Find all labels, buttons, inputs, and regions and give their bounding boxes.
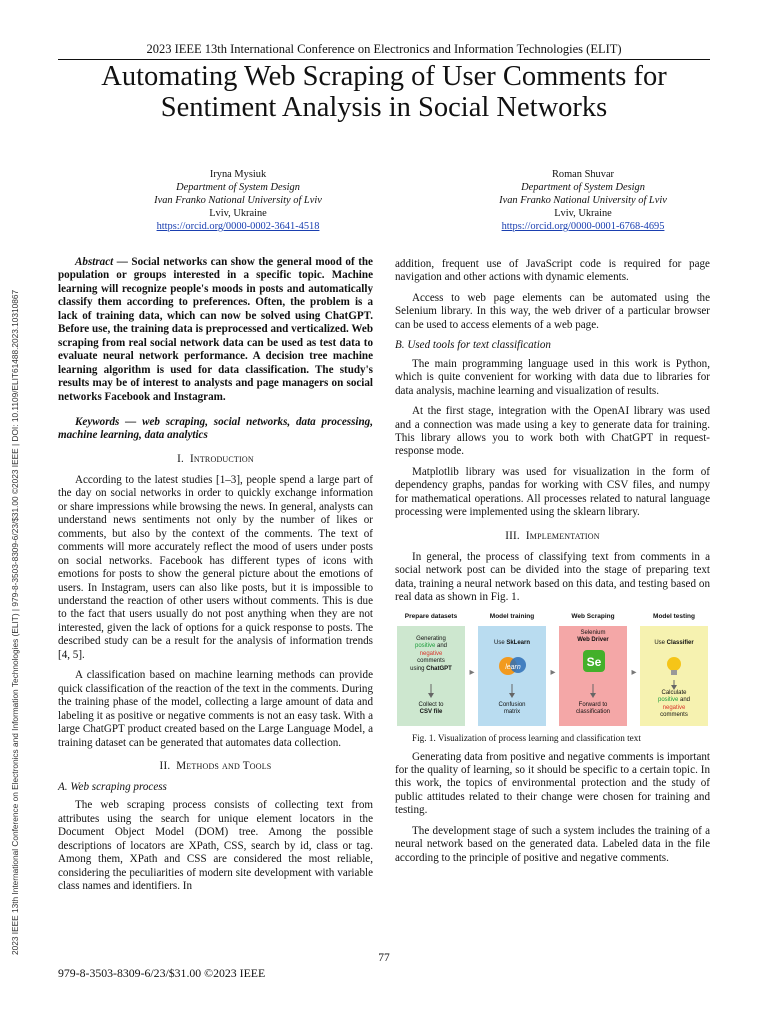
positive-label: positive xyxy=(414,643,436,650)
stage-text-bottom: Calculate positive and negative comments xyxy=(657,689,691,719)
paragraph: The web scraping process consists of collecting text from attributes using the search for unique element locators in the Document Object Model (DOM) tree. Among the possible descriptions of locators are XPath, CSS, search by id, class or tag. Among them, XPath and CSS are considered the most reliable, considering the peculiarities of modern site development with variable class names and identifiers. In xyxy=(58,799,373,893)
stage-text-top: Selenium Web Driver xyxy=(577,629,609,644)
abstract-label: Abstract xyxy=(75,256,114,268)
subsection-heading: A. Web scraping process xyxy=(58,780,167,793)
title-line-1: Automating Web Scraping of User Comments for xyxy=(101,61,667,92)
stage-box xyxy=(559,626,627,726)
diagram-stage-web-scraping xyxy=(557,612,629,726)
down-arrow-icon xyxy=(509,684,515,698)
author-name: Iryna Mysiuk xyxy=(209,169,267,180)
stage-box xyxy=(397,626,465,726)
author-orcid-link[interactable]: https://orcid.org/0000-0001-6768-4695 xyxy=(501,221,665,232)
diagram-stage-prepare-datasets xyxy=(395,612,467,726)
right-arrow-icon: ▸ xyxy=(631,666,637,678)
selenium-logo-icon xyxy=(583,650,605,672)
down-arrow-icon xyxy=(671,680,677,690)
right-arrow-icon: ▸ xyxy=(469,666,475,678)
stage-header: Web Scraping xyxy=(571,612,615,620)
subsection-heading: B. Used tools for text classification xyxy=(395,339,551,352)
figure-caption: Fig. 1. Visualization of process learning and classification text xyxy=(412,732,641,743)
paragraph: The main programming language used in this work is Python, which is quite convenient for working with data due to libraries for data analysis, machine learning and visualization of results. xyxy=(395,357,710,397)
paragraph: At the first stage, integration with the OpenAI library was used and a connection was made using a key to generate data for training. This library allows you to work both with ChatGPT in request-response mode. xyxy=(395,405,710,458)
section-heading-methods xyxy=(58,760,373,773)
sklearn-logo-text: learn xyxy=(505,663,521,671)
author-block-1 xyxy=(88,168,388,233)
section-number: III. xyxy=(505,529,520,542)
section-heading-implementation xyxy=(395,530,710,543)
header-rule xyxy=(58,59,710,60)
right-column xyxy=(395,258,710,872)
selenium-logo-text: Se xyxy=(586,654,602,669)
right-arrow-icon: ▸ xyxy=(550,666,556,678)
section-title: Introduction xyxy=(189,452,254,465)
author-department: Department of System Design xyxy=(521,182,645,193)
stage-box xyxy=(478,626,546,726)
section-title: Implementation xyxy=(525,529,600,542)
classifier-label: Classifier xyxy=(666,639,694,646)
footer-copyright: 979-8-3503-8309-6/23/$31.00 ©2023 IEEE xyxy=(58,966,266,980)
keywords xyxy=(58,416,373,443)
paragraph: addition, frequent use of JavaScript code is required for page navigation and other actions with dynamic elements. xyxy=(395,258,710,284)
down-arrow-icon xyxy=(428,684,434,698)
lightbulb-icon xyxy=(666,656,682,678)
abstract xyxy=(58,256,373,404)
sklearn-logo-icon xyxy=(498,654,528,678)
sklearn-label: SkLearn xyxy=(506,639,531,646)
positive-label: positive xyxy=(657,697,679,704)
sidebar-citation-text: 2023 IEEE 13th International Conference on Electronics and Information Technologies (ELIT) | 979-8-3503-8309-6/23/$31.00 ©2023 IEEE | DOI: 10.1109/ELIT61488.2023.10310867 xyxy=(10,289,20,955)
paragraph: Access to web page elements can be automated using the Selenium library. In this way, the web driver of a particular browser can be used to access elements of a web page. xyxy=(395,291,710,331)
diagram-stage-model-testing xyxy=(638,612,710,726)
stage-header: Model testing xyxy=(653,612,695,620)
paper-title xyxy=(58,61,710,123)
keywords-text: — web scraping, social networks, data processing, machine learning, data analytics xyxy=(58,415,373,442)
section-number: I. xyxy=(177,452,185,465)
stage-text-top: Use SkLearn xyxy=(493,639,531,646)
conference-header: 2023 IEEE 13th International Conference on Electronics and Information Technologies (ELIT) xyxy=(146,42,622,56)
stage-header: Prepare datasets xyxy=(404,612,458,620)
diagram-stage-model-training xyxy=(476,612,548,726)
figure-process-diagram xyxy=(395,612,710,726)
paragraph: In general, the process of classifying text from comments in a social network post can be divided into the stage of preparing text data, training a neural network based on this data, and testing based on real data as shown in Fig. 1. xyxy=(395,550,710,604)
title-line-2: Sentiment Analysis in Social Networks xyxy=(160,92,608,123)
negative-label: negative xyxy=(662,704,686,711)
paragraph: Generating data from positive and negative comments is important for the quality of learning, so it should be specific to a certain topic. In this work, the topics of environmental protection and the study of public attitudes related to their change were chosen for training and testing. xyxy=(395,750,710,817)
author-city: Lviv, Ukraine xyxy=(554,208,612,219)
down-arrow-icon xyxy=(590,684,596,698)
keywords-label: Keywords xyxy=(75,415,120,428)
section-heading-introduction xyxy=(58,453,373,466)
abstract-text: — Social networks can show the general mood of the population or groups interested in a specific topic. Machine learning will recognize people's moods in posts and automatically classify them according to preferences. Often, the problem is a lack of training data, which can now be solved using ChatGPT. Before use, the training data is preprocessed and verticalized. Web scraping from real social network data can be used as test data to evaluate neural network performance. A decision tree machine learning algorithm is used for data classification. The study's results may be of interest to analysts and page managers on social networks Facebook and Instagram. xyxy=(58,256,373,403)
webdriver-label: Web Driver xyxy=(577,637,609,644)
stage-box xyxy=(640,626,708,726)
author-city: Lviv, Ukraine xyxy=(209,208,267,219)
stage-text-top: Generating positive and negative comments using ChatGPT xyxy=(410,635,452,672)
stage-text-bottom: Confusion matrix xyxy=(498,701,526,716)
page-number: 77 xyxy=(378,952,390,964)
stage-text-bottom: Collect to CSV file xyxy=(418,701,444,716)
stage-text-top: Use Classifier xyxy=(654,639,694,646)
negative-label: negative xyxy=(419,650,443,657)
author-university: Ivan Franko National University of Lviv xyxy=(154,195,322,206)
author-name: Roman Shuvar xyxy=(551,169,615,180)
stage-header: Model training xyxy=(489,612,535,620)
paragraph: According to the latest studies [1–3], people spend a large part of the day on social networks in order to quickly exchange information or share impressions while browsing the news. In general, analysts can understand news sentiments not only by the number of likes or comments, but also by the context of the comments. The text of comments will more accurately reflect the mood of users under posts on social networks. Facebook has different types of icons with emotions for posts to show the general picture about the emotions of users. In Instagram, users can also like posts, but it is impossible to understand the reaction of other users without comments. This is due to the fact that users usually do not post anything when they are not interested, given the lack of options for a quick response to posts. The described study can be a result for the analysis of information trends [4, 5]. xyxy=(58,473,373,661)
author-department: Department of System Design xyxy=(176,182,300,193)
author-block-2 xyxy=(433,168,733,233)
section-title: Methods and Tools xyxy=(176,759,272,772)
author-university: Ivan Franko National University of Lviv xyxy=(499,195,667,206)
author-orcid-link[interactable]: https://orcid.org/0000-0002-3641-4518 xyxy=(156,221,320,232)
paragraph: A classification based on machine learning methods can provide quick classification of the reaction of the text in the comments. During the training phase of the model, collecting a large amount of data and labeling it as positive or negative comments is not an easy task. With a large ChatGPT product created based on the Large Language Model, a training dataset can be generated that automates data collection. xyxy=(58,669,373,749)
chatgpt-label: ChatGPT xyxy=(426,665,452,672)
sidebar-citation xyxy=(8,240,22,955)
section-number: II. xyxy=(159,759,171,772)
left-column xyxy=(58,256,373,901)
stage-text-bottom: Forward to classification xyxy=(575,701,610,716)
paragraph: The development stage of such a system includes the training of a neural network based on the generated data. Labeled data in the file according to the principle of positive and negative comments. xyxy=(395,824,710,864)
paragraph: Matplotlib library was used for visualization in the form of dependency graphs, pandas for working with CSV files, and numpy for mathematical operations. All processes related to natural language processing were implemented using the sklearn library. xyxy=(395,465,710,519)
